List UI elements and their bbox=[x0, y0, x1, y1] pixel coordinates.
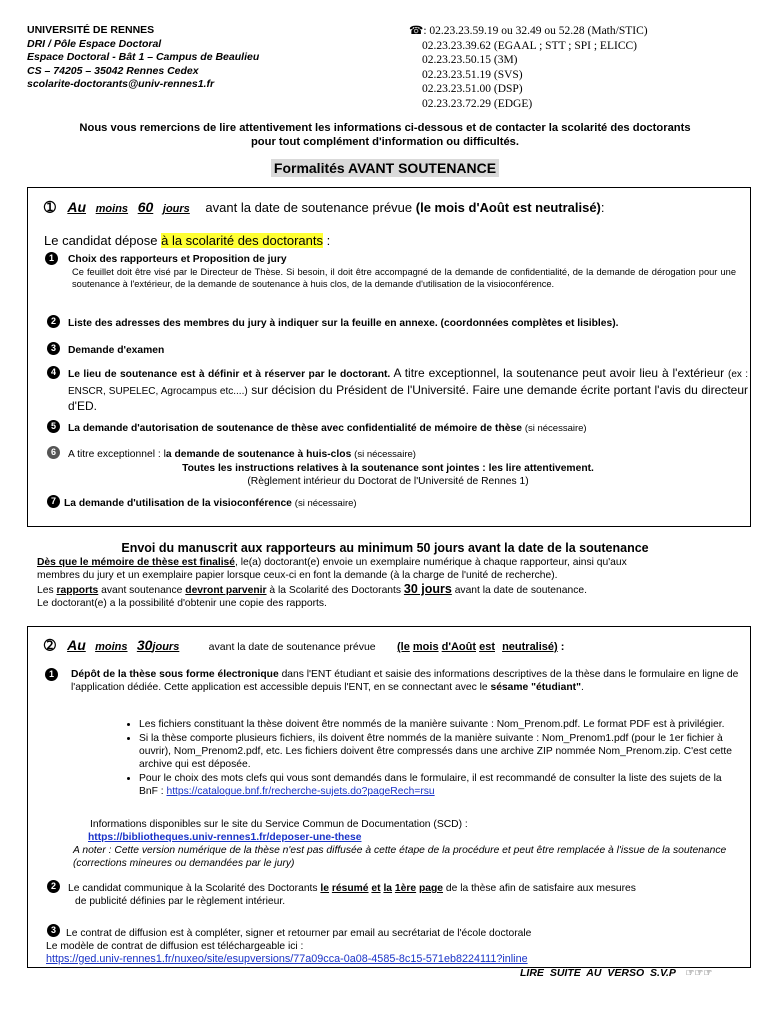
envoi-p2-c: à la Scolarité des Doctorants bbox=[266, 585, 404, 596]
number-4-icon: 4 bbox=[47, 366, 60, 379]
section-title: Formalités AVANT SOUTENANCE bbox=[271, 159, 499, 177]
heading-days: 30 bbox=[136, 637, 153, 653]
item-2-1ere: 1ère bbox=[394, 883, 417, 894]
item-1-end: . bbox=[580, 682, 584, 693]
footer-verso bbox=[520, 967, 712, 980]
item-2-b: de la thèse afin de satisfaire aux mesures bbox=[443, 883, 636, 894]
number-5-icon: 5 bbox=[47, 420, 60, 433]
box2-item-1 bbox=[71, 668, 741, 694]
item-3-b: Le modèle de contrat de diffusion est téléchargeable ici : bbox=[46, 941, 304, 952]
heading-moins: moins bbox=[95, 641, 128, 653]
depose-line bbox=[44, 233, 330, 249]
circled-two-icon: ➁ bbox=[44, 637, 56, 653]
item-6-pre: A titre exceptionnel : l bbox=[68, 449, 166, 460]
item-1-rest: dans l'ENT étudiant et saisie des informations descriptives de la thèse dans le formulaire en ligne de l'application dédiée. Cette application est accessible depuis l'ENT, en se connectant avec le bbox=[71, 669, 739, 693]
instructions-note: Toutes les instructions relatives à la soutenance sont jointes : les lire attentivement. bbox=[182, 463, 594, 474]
org-line-dri: DRI / Pôle Espace Doctoral bbox=[27, 37, 162, 50]
box2-item-2 bbox=[68, 882, 636, 895]
list-item bbox=[139, 772, 743, 798]
heading-colon: : bbox=[600, 200, 605, 215]
item-5-tail: (si nécessaire) bbox=[524, 423, 587, 434]
item-5-title: La demande d'autorisation de soutenance de thèse avec confidentialité de mémoire de thèse bbox=[68, 423, 522, 434]
item-3-text: Le contrat de diffusion est à compléter, signer et retourner par email au secrétariat de l'école doctorale bbox=[66, 928, 532, 939]
item-2-a: Le candidat communique à la Scolarité des Doctorants bbox=[68, 883, 321, 894]
number-1-icon: 1 bbox=[45, 668, 58, 681]
heading-est: est bbox=[479, 641, 495, 653]
heading-neutralise: neutralisé) bbox=[502, 641, 558, 653]
number-3-icon: 3 bbox=[47, 342, 60, 355]
depose-end: : bbox=[322, 233, 331, 248]
list-item: • Les fichiers constituant la thèse doivent être nommés de la manière suivante : Nom_Prenom.pdf. Le format PDF est à privilégier. bbox=[139, 718, 743, 731]
scd-text: Informations disponibles sur le site du Service Commun de Documentation (SCD) : bbox=[90, 819, 468, 830]
envoi-p2-a: Les bbox=[37, 585, 57, 596]
envoi-devront: devront parvenir bbox=[185, 585, 267, 596]
item-2-le: le bbox=[320, 883, 330, 894]
bnf-text: Pour le choix des mots clefs qui vous sont demandés dans le formulaire, il est recommandé de consulter la liste des sujets de la BnF : bbox=[139, 773, 722, 797]
heading-days: 60 bbox=[137, 199, 154, 215]
number-7-icon: 7 bbox=[47, 495, 60, 508]
item-6-tail: (si nécessaire) bbox=[354, 449, 416, 460]
phone-line: 02.23.23.51.19 (SVS) bbox=[422, 68, 523, 81]
heading-moins: moins bbox=[95, 203, 129, 215]
bnf-link[interactable]: https://catalogue.bnf.fr/recherche-sujets.do?pageRech=rsu bbox=[166, 786, 435, 797]
item-6-title: a demande de soutenance à huis-clos bbox=[165, 449, 352, 460]
heading-mois: mois bbox=[412, 641, 439, 653]
sesame-etudiant: sésame "étudiant" bbox=[490, 682, 581, 693]
box1-heading bbox=[44, 198, 605, 218]
contract-link[interactable]: https://ged.univ-rennes1.fr/nuxeo/site/esupversions/77a09cca-0a08-4585-8c15-571eb8224111?inline bbox=[46, 953, 528, 965]
university-name: UNIVERSITÉ DE RENNES bbox=[27, 24, 155, 36]
phone-line: : 02.23.23.59.19 ou 32.49 ou 52.28 (Math/STIC) bbox=[423, 25, 648, 37]
org-email[interactable]: scolarite-doctorants@univ-rennes1.fr bbox=[27, 78, 215, 90]
envoi-p1-rest: , le(a) doctorant(e) envoie un exemplaire numérique à chaque rapporteur, ainsi qu'aux bbox=[235, 557, 627, 568]
heading-bold: (le mois d'Août est neutralisé) bbox=[415, 200, 601, 215]
intro-line-1: Nous vous remercions de lire attentivement les informations ci-dessous et de contacter la scolarité des doctorants bbox=[79, 122, 691, 134]
item-1-title: Dépôt de la thèse sous forme électronique bbox=[71, 669, 279, 680]
heading-le: (le bbox=[396, 641, 410, 653]
reglement-note: (Règlement intérieur du Doctorat de l'Université de Rennes 1) bbox=[247, 476, 529, 487]
scd-link[interactable]: https://bibliotheques.univ-rennes1.fr/deposer-une-these bbox=[88, 832, 362, 843]
number-2-icon: 2 bbox=[47, 880, 60, 893]
heading-au: Au bbox=[67, 199, 87, 215]
item-2-line2: de publicité définies par le règlement intérieur. bbox=[75, 896, 286, 907]
envoi-title: Envoi du manuscrit aux rapporteurs au minimum 50 jours avant la date de la soutenance bbox=[121, 541, 649, 555]
item-2-title: Liste des adresses des membres du jury à indiquer sur la feuille en annexe. (coordonnées complètes et lisibles). bbox=[68, 318, 619, 329]
header-phones bbox=[409, 24, 648, 111]
number-1-icon: 1 bbox=[45, 252, 58, 265]
item-2-et: et bbox=[371, 883, 381, 894]
envoi-p1-line2: membres du jury et un exemplaire papier lorsque ceux-ci en font la demande (à la charge de l'unité de recherche). bbox=[37, 570, 558, 581]
item-2-la: la bbox=[383, 883, 393, 894]
envoi-rapports: rapports bbox=[56, 585, 99, 596]
phone-line: 02.23.23.50.15 (3M) bbox=[422, 54, 518, 66]
item-3-title: Demande d'examen bbox=[68, 345, 165, 356]
item-7 bbox=[64, 497, 357, 510]
box2-heading bbox=[44, 636, 564, 656]
heading-text: avant la date de soutenance prévue bbox=[208, 641, 376, 653]
heading-jours: jours bbox=[152, 641, 180, 653]
note-text: A noter : Cette version numérique de la thèse n'est pas diffusée à cette étape de la procédure et peut être remplacée à l'issue de la soutenance (corrections mineures ou demandées par le jury) bbox=[73, 845, 727, 869]
phone-icon: ☎ bbox=[409, 25, 424, 37]
envoi-p2-b: avant soutenance bbox=[98, 585, 186, 596]
intro-line-2: pour tout complément d'information ou difficultés. bbox=[250, 136, 520, 148]
envoi-p3: Le doctorant(e) a la possibilité d'obtenir une copie des rapports. bbox=[37, 598, 327, 609]
number-2-icon: 2 bbox=[47, 315, 60, 328]
item-2-resume: résumé bbox=[331, 883, 369, 894]
heading-text: avant la date de soutenance prévue bbox=[205, 200, 413, 215]
envoi-30-jours: 30 jours bbox=[403, 582, 452, 596]
item-4-body-small: (ex : ENSCR, SUPELEC, Agrocampus etc....) bbox=[68, 369, 749, 397]
envoi-finalise: Dès que le mémoire de thèse est finalisé bbox=[37, 557, 236, 568]
item-5 bbox=[68, 422, 587, 435]
circled-one-icon: ➀ bbox=[44, 199, 56, 215]
org-line-postal: CS – 74205 – 35042 Rennes Cedex bbox=[27, 64, 199, 77]
item-4 bbox=[68, 366, 748, 414]
phone-line: 02.23.23.51.00 (DSP) bbox=[422, 83, 523, 95]
phone-line: 02.23.23.39.62 (EGAAL ; STT ; SPI ; ELICC) bbox=[422, 39, 637, 52]
heading-jours: jours bbox=[162, 203, 190, 215]
envoi-p2-d: avant la date de soutenance. bbox=[451, 585, 587, 596]
list-item: • Si la thèse comporte plusieurs fichiers, ils doivent être nommés de la manière suivante : Nom_Prenom1.pdf (pour le 1er fichier à ouvrir), Nom_Prenom2.pdf, etc. Les fichiers doivent être compressés dans une archive ZIP nommée Nom_Prenom.zip. C'est cette archive qui est déposée. bbox=[139, 732, 743, 771]
header-org bbox=[27, 24, 259, 92]
item-1-title: Choix des rapporteurs et Proposition de jury bbox=[68, 254, 287, 265]
depose-prefix: Le candidat dépose bbox=[44, 233, 158, 248]
depose-highlight: à la scolarité des doctorants bbox=[161, 233, 323, 248]
footer-text: LIRE SUITE AU VERSO S.V.P bbox=[520, 967, 676, 979]
phone-line: 02.23.23.72.29 (EDGE) bbox=[422, 97, 533, 110]
number-3-icon: 3 bbox=[47, 924, 60, 937]
item-2-page: page bbox=[418, 883, 444, 894]
org-line-address: Espace Doctoral - Bât 1 – Campus de Beaulieu bbox=[27, 51, 260, 63]
item-4-title: Le lieu de soutenance est à définir et à réserver par le doctorant. bbox=[68, 369, 391, 380]
number-6-icon: 6 bbox=[47, 446, 60, 459]
heading-daout: d'Août bbox=[441, 641, 477, 653]
item-4-body-a: A titre exceptionnel, la soutenance peut avoir lieu à l'extérieur bbox=[393, 366, 725, 380]
intro-text bbox=[0, 121, 770, 149]
heading-colon: : bbox=[560, 641, 565, 653]
item-6 bbox=[68, 448, 416, 461]
item-7-title: La demande d'utilisation de la visioconférence bbox=[64, 498, 292, 509]
box2-bullets bbox=[125, 718, 743, 799]
envoi-body bbox=[37, 556, 749, 610]
item-7-tail: (si nécessaire) bbox=[294, 498, 357, 509]
heading-au: Au bbox=[67, 637, 86, 653]
section-title-wrap bbox=[0, 160, 770, 178]
item-4-body-b: sur décision du Président de l'Université. Faire une demande écrite portant l'avis du directeur d'ED. bbox=[68, 382, 749, 413]
item-1-body: Ce feuillet doit être visé par le Directeur de Thèse. Si besoin, il doit être accompagné de la demande de confidentialité, de la demande de dérogation pour une soutenance à l'extérieur, de la demande de soutenance à huis clos, de la demande d'utilisation de la visioconférence. bbox=[72, 267, 736, 289]
pointing-hands-icon: ☞☞☞ bbox=[685, 968, 713, 979]
